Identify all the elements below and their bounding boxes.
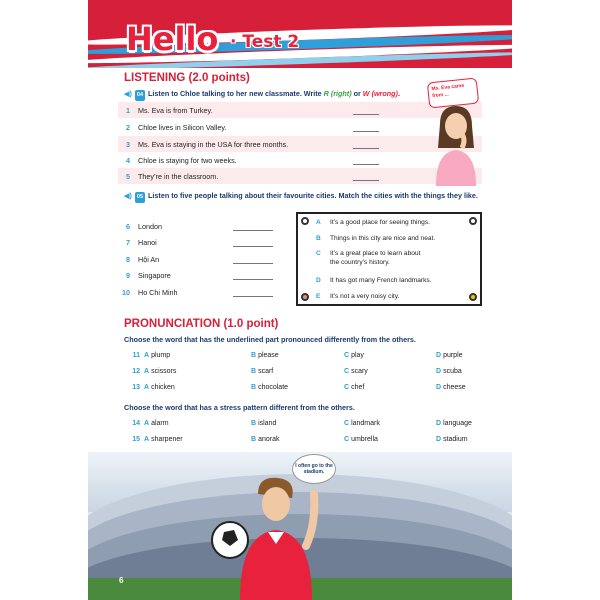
option-e: E It’s not a very noisy city.: [316, 293, 400, 300]
option-c[interactable]: C umbrella: [344, 436, 378, 443]
corner-dot: [469, 293, 477, 301]
option-c[interactable]: C landmark: [344, 420, 380, 427]
option-a: A It’s a good place for seeing things.: [316, 219, 430, 226]
city-item: 10 Ho Chi Minh: [122, 288, 178, 297]
header-banner: [88, 0, 512, 68]
track-number: 04: [135, 90, 145, 101]
city-item: 7 Hanoi: [126, 238, 157, 247]
option-b[interactable]: B scarf: [251, 368, 274, 375]
option-c: C It’s a great place to learn about: [316, 250, 421, 257]
pron-instruction-1: Choose the word that has the underlined part pronounced differently from the others.: [124, 335, 416, 344]
option-b: B Things in this city are nice and neat.: [316, 235, 436, 242]
title-hello: Hello: [126, 20, 219, 58]
corner-dot: [301, 217, 309, 225]
answer-blank[interactable]: [353, 114, 379, 115]
list-item: 5 They’re in the classroom.: [126, 172, 219, 181]
question-number: 13: [132, 384, 140, 391]
answer-blank[interactable]: [353, 131, 379, 132]
city-item: 8 Hội An: [126, 255, 160, 264]
answer-blank[interactable]: [353, 148, 379, 149]
option-d[interactable]: D purple: [436, 352, 463, 359]
match-options-box: [296, 212, 482, 306]
audio-icon[interactable]: ◀): [124, 89, 132, 98]
option-b[interactable]: B island: [251, 420, 277, 427]
city-item: 9 Singapore: [126, 271, 171, 280]
girl-illustration: [426, 104, 486, 186]
answer-blank[interactable]: [233, 296, 273, 297]
option-a[interactable]: A alarm: [144, 420, 169, 427]
option-b[interactable]: B chocolate: [251, 384, 289, 391]
answer-blank[interactable]: [233, 230, 273, 231]
question-number: 14: [132, 420, 140, 427]
speech-bubble: Ms. Eva came from ...: [427, 77, 479, 108]
question-number: 12: [132, 368, 140, 375]
option-a[interactable]: A plump: [144, 352, 171, 359]
answer-blank[interactable]: [353, 180, 379, 181]
ex2-instruction: ◀) 05 Listen to five people talking about their favourite cities. Match the cities with the things they like.: [124, 190, 479, 203]
option-d[interactable]: D cheese: [436, 384, 466, 391]
option-d[interactable]: D stadium: [436, 436, 468, 443]
list-item: 2 Chloe lives in Silicon Valley.: [126, 123, 227, 132]
answer-blank[interactable]: [233, 263, 273, 264]
option-b[interactable]: B please: [251, 352, 279, 359]
option-c-cont: the country’s history.: [330, 259, 390, 266]
pron-instruction-2: Choose the word that has a stress pattern different from the others.: [124, 403, 355, 412]
option-c[interactable]: C play: [344, 352, 364, 359]
boy-illustration: [208, 474, 338, 600]
option-c[interactable]: C chef: [344, 384, 365, 391]
stadium-illustration: [88, 452, 512, 600]
list-item: 4 Chloe is staying for two weeks.: [126, 156, 237, 165]
corner-dot: [301, 293, 309, 301]
page-number: 6: [119, 576, 124, 585]
option-a[interactable]: A scissors: [144, 368, 177, 375]
listening-title: LISTENING (2.0 points): [124, 72, 250, 84]
answer-blank[interactable]: [233, 246, 273, 247]
city-item: 6 London: [126, 222, 162, 231]
track-number: 05: [135, 192, 145, 203]
corner-dot: [469, 217, 477, 225]
audio-icon[interactable]: ◀): [124, 191, 132, 200]
option-c[interactable]: C scary: [344, 368, 368, 375]
speech-bubble: I often go to the stadium.: [292, 454, 336, 484]
list-item: 1 Ms. Eva is from Turkey.: [126, 106, 213, 115]
list-item: 3 Ms. Eva is staying in the USA for three months.: [126, 140, 289, 149]
option-a[interactable]: A sharpener: [144, 436, 183, 443]
option-d[interactable]: D language: [436, 420, 472, 427]
option-d[interactable]: D scuba: [436, 368, 462, 375]
worksheet-page: [88, 0, 512, 600]
question-number: 15: [132, 436, 140, 443]
pronunciation-title: PRONUNCIATION (1.0 point): [124, 318, 279, 330]
question-number: 11: [132, 352, 140, 359]
answer-blank[interactable]: [233, 279, 273, 280]
title-test: · Test 2: [230, 32, 300, 52]
option-a[interactable]: A chicken: [144, 384, 175, 391]
answer-blank[interactable]: [353, 164, 379, 165]
ex1-instruction: ◀) 04 Listen to Chloe talking to her new classmate. Write R (right) or W (wrong).: [124, 88, 424, 101]
option-d: D It has got many French landmarks.: [316, 277, 432, 284]
option-b[interactable]: B anorak: [251, 436, 280, 443]
